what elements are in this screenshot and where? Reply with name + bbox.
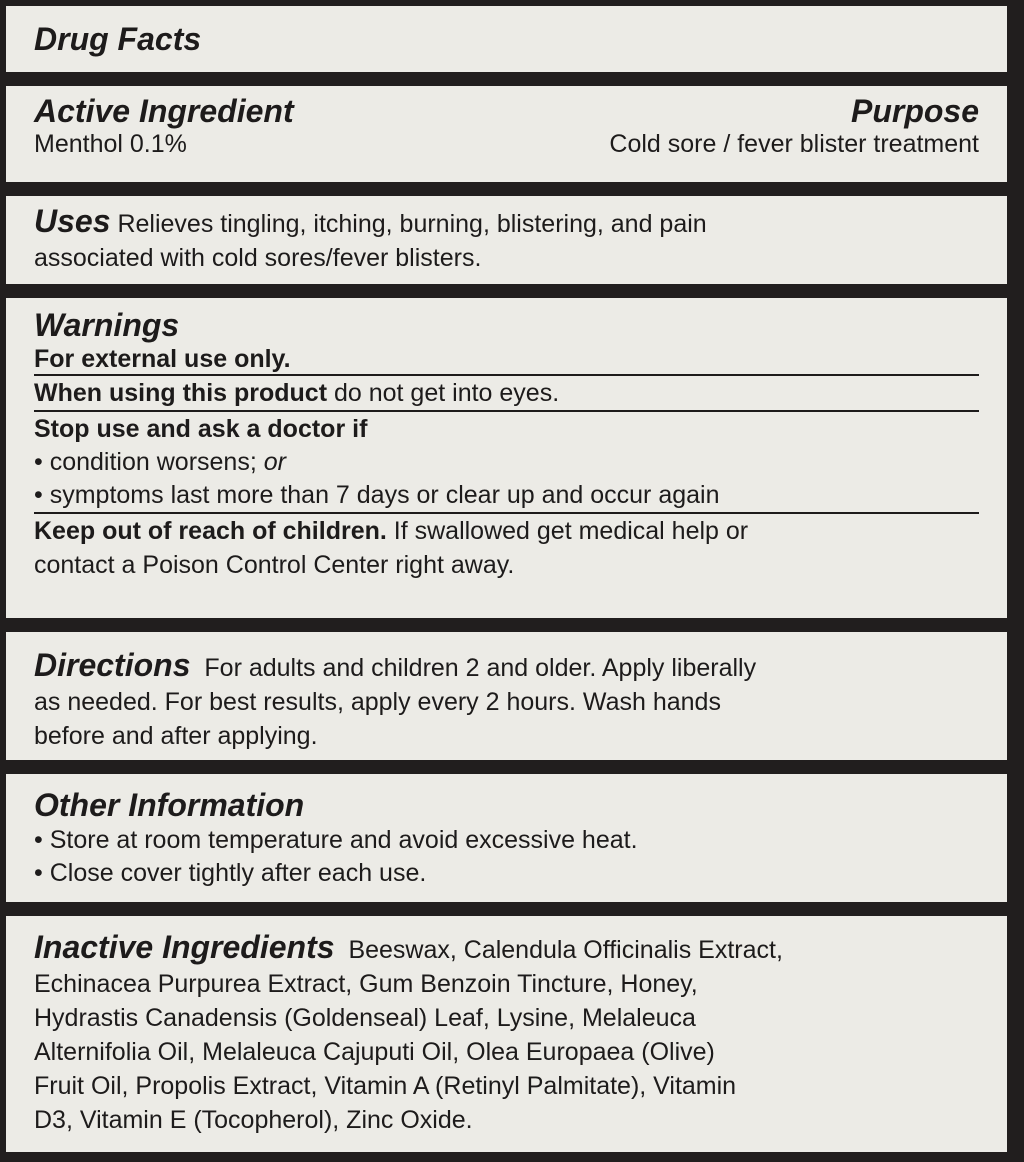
purpose-value: Cold sore / fever blister treatment: [609, 130, 979, 158]
directions-line2: as needed. For best results, apply every 2 hours. Wash hands: [34, 688, 721, 716]
other-information-heading: Other Information: [34, 787, 305, 823]
uses-text-line2: associated with cold sores/fever blisters.: [34, 244, 482, 272]
inactive-line4: Alternifolia Oil, Melaleuca Cajuputi Oil, Olea Europaea (Olive): [34, 1038, 715, 1066]
inactive-ingredients-heading: Inactive Ingredients: [34, 929, 335, 965]
when-using-heading: When using this product: [34, 379, 328, 407]
keep-out-heading: Keep out of reach of children.: [34, 517, 387, 545]
list-item: • condition worsens; or: [34, 448, 286, 476]
active-ingredient-heading: Active Ingredient: [34, 93, 294, 129]
stop-use-heading: Stop use and ask a doctor if: [34, 415, 368, 443]
list-item: • Store at room temperature and avoid excessive heat.: [34, 826, 638, 854]
inactive-line6: D3, Vitamin E (Tocopherol), Zinc Oxide.: [34, 1106, 473, 1134]
directions-heading: Directions: [34, 647, 191, 683]
list-item: • symptoms last more than 7 days or clear up and occur again: [34, 481, 720, 509]
directions-line3: before and after applying.: [34, 722, 318, 750]
inactive-line3: Hydrastis Canadensis (Goldenseal) Leaf, Lysine, Melaleuca: [34, 1004, 696, 1032]
directions-panel: [6, 632, 1007, 760]
uses-panel: [6, 196, 1007, 284]
uses-text-line1: Relieves tingling, itching, burning, blistering, and pain: [117, 210, 707, 238]
inactive-line2: Echinacea Purpurea Extract, Gum Benzoin Tincture, Honey,: [34, 970, 698, 998]
list-item: • Close cover tightly after each use.: [34, 859, 427, 887]
stop-use-bullet-2: symptoms last more than 7 days or clear up and occur again: [49, 481, 720, 509]
inactive-line5: Fruit Oil, Propolis Extract, Vitamin A (Retinyl Palmitate), Vitamin: [34, 1072, 737, 1100]
purpose-heading: Purpose: [850, 93, 979, 129]
keep-out-text-line2: contact a Poison Control Center right away.: [34, 551, 515, 579]
other-bullet-2: Close cover tightly after each use.: [49, 859, 427, 887]
drug-facts-title: Drug Facts: [34, 21, 202, 57]
when-using-text: do not get into eyes.: [333, 379, 560, 407]
stop-use-bullet-1: condition worsens;: [49, 448, 257, 476]
keep-out-text-line1: If swallowed get medical help or: [393, 517, 749, 545]
warnings-panel: [6, 298, 1007, 618]
inactive-line1: Beeswax, Calendula Officinalis Extract,: [348, 936, 783, 964]
or-text: or: [263, 448, 286, 476]
other-bullet-1: Store at room temperature and avoid excessive heat.: [49, 826, 638, 854]
directions-line1: For adults and children 2 and older. Apply liberally: [204, 654, 757, 682]
warnings-heading: Warnings: [34, 307, 180, 343]
external-use-text: For external use only.: [34, 345, 291, 373]
title-panel: [6, 6, 1007, 72]
inactive-ingredients-panel: [6, 916, 1007, 1152]
active-ingredient-panel: [6, 86, 1007, 182]
other-information-panel: [6, 774, 1007, 902]
active-ingredient-value: Menthol 0.1%: [34, 130, 187, 158]
uses-heading: Uses: [34, 203, 111, 239]
